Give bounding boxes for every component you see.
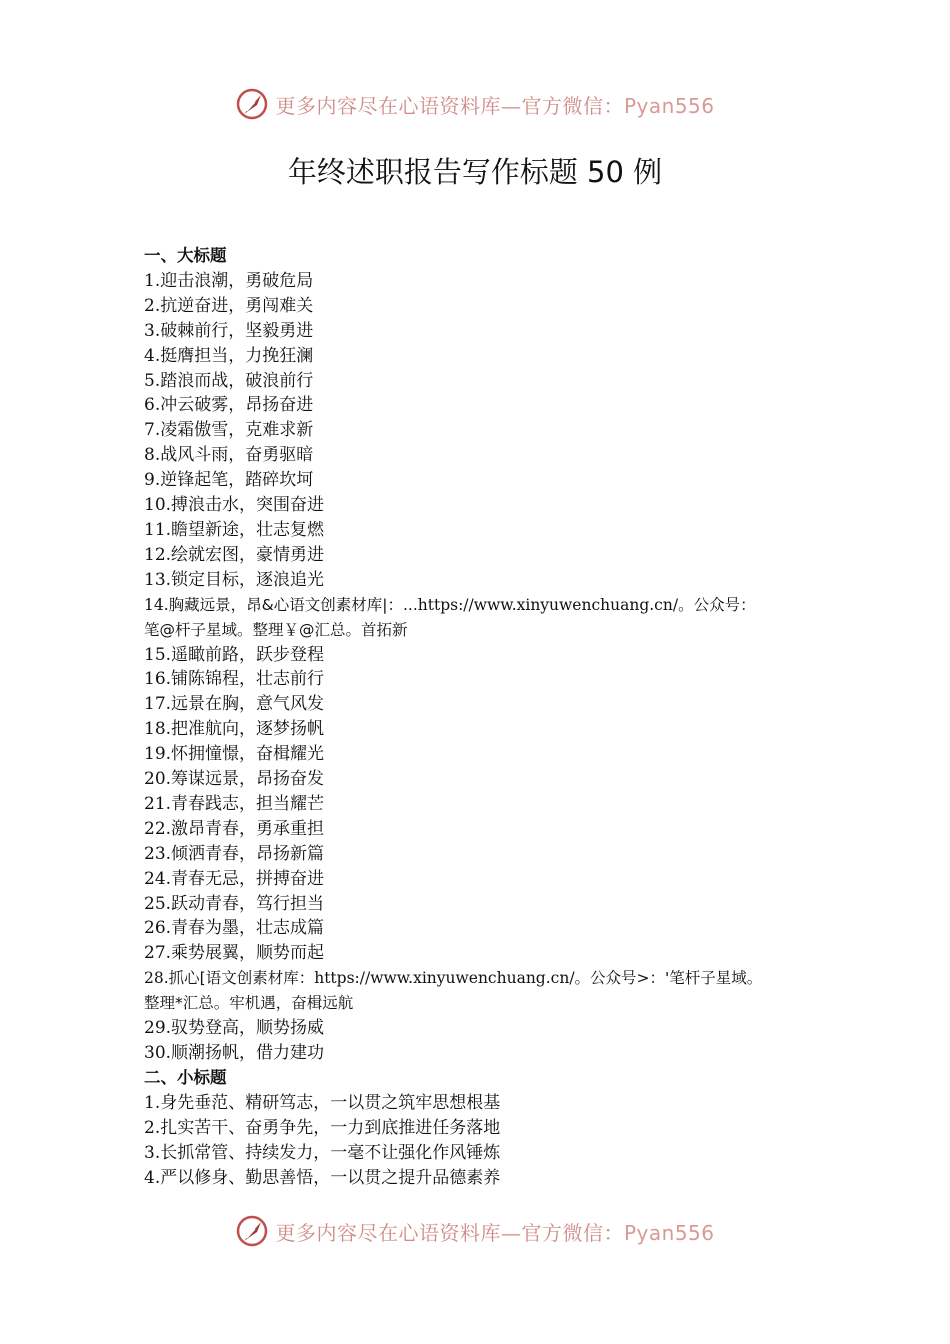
watermark-url: https://www.xinyuwenchuang.cn/ — [314, 969, 575, 988]
list-item: 2.扎实苦干、奋勇争先，一力到底推进任务落地 — [144, 1117, 501, 1138]
list-item: 3.破棘前行，坚毅勇进 — [144, 320, 314, 341]
banner-text: 更多内容尽在心语资料库—官方微信：Pyan556 — [275, 93, 715, 118]
list-item: 2.抗逆奋进，勇闯难关 — [144, 295, 314, 316]
list-item: 21.青春践志，担当耀芒 — [144, 793, 325, 814]
list-item: 7.凌霜傲雪，克难求新 — [144, 420, 314, 441]
section-heading: 二、小标题 — [144, 1067, 227, 1087]
document-body — [144, 244, 844, 1190]
list-item-with-watermark: 14.胸藏远景，昂&心语文创素材库|：...https://www.xinyuwenchuang.cn/。公众号： — [144, 595, 756, 614]
list-item: 24.青春无忌，拼搏奋进 — [144, 868, 325, 889]
list-item: 13.锁定目标，逐浪追光 — [144, 569, 325, 590]
list-item: 4.挺膺担当，力挽狂澜 — [144, 345, 314, 366]
list-item: 4.严以修身、勤思善悟，一以贯之提升品德素养 — [144, 1167, 501, 1188]
list-item: 1.迎击浪潮，勇破危局 — [144, 270, 314, 291]
header-watermark-banner — [0, 84, 950, 124]
list-item: 8.战风斗雨，奋勇驱暗 — [144, 445, 314, 466]
document-title: 年终述职报告写作标题 50 例 — [287, 155, 663, 189]
list-item: 30.顺潮扬帆，借力建功 — [144, 1043, 325, 1063]
list-item: 10.搏浪击水，突围奋进 — [144, 495, 325, 516]
list-item: 12.绘就宏图，豪情勇进 — [144, 544, 325, 565]
list-item: 1.身先垂范、精研笃志，一以贯之筑牢思想根基 — [144, 1092, 501, 1113]
list-item: 19.怀拥憧憬，奋楫耀光 — [144, 744, 325, 765]
list-item: 20.筹谋远景，昂扬奋发 — [144, 769, 325, 790]
watermark-url: https://www.xinyuwenchuang.cn/ — [417, 595, 679, 614]
list-item: 15.遥瞰前路，跃步登程 — [144, 644, 325, 665]
list-item: 27.乘势展翼，顺势而起 — [144, 943, 325, 964]
footer-watermark-banner — [0, 1211, 950, 1251]
list-item: 17.远景在胸，意气风发 — [144, 694, 325, 715]
list-item-continuation: 整理*汇总。牢机遇，奋楫远航 — [144, 994, 354, 1013]
list-item: 3.长抓常管、持续发力，一毫不让强化作风锤炼 — [144, 1142, 501, 1163]
list-item: 25.跃动青春，笃行担当 — [144, 893, 325, 914]
list-item: 18.把准航向，逐梦扬帆 — [144, 719, 325, 740]
list-item: 6.冲云破雾，昂扬奋进 — [144, 395, 314, 416]
quill-logo-icon — [235, 87, 269, 121]
list-item-continuation: 笔@杆子星域。整理￥@汇总。首拓新 — [144, 620, 408, 639]
list-item: 11.瞻望新途，壮志复燃 — [144, 519, 325, 540]
wechat-id: Pyan556 — [623, 93, 715, 118]
list-item: 29.驭势登高，顺势扬威 — [144, 1018, 325, 1039]
list-item: 16.铺陈锦程，壮志前行 — [144, 669, 325, 690]
list-item: 22.激昂青春，勇承重担 — [144, 818, 325, 839]
list-item: 9.逆锋起笔，踏碎坎坷 — [144, 470, 314, 491]
section-heading: 一、大标题 — [144, 246, 227, 265]
wechat-id: Pyan556 — [623, 1220, 715, 1245]
list-item: 23.倾洒青春，昂扬新篇 — [144, 843, 325, 864]
list-item-with-watermark: 28.抓心[语文创素材库：https://www.xinyuwenchuang.cn/。公众号>：'笔杆子星域。 — [144, 969, 763, 988]
list-item: 26.青春为墨，壮志成篇 — [144, 918, 325, 939]
list-item: 5.踏浪而战，破浪前行 — [144, 370, 314, 391]
banner-text: 更多内容尽在心语资料库—官方微信：Pyan556 — [275, 1220, 715, 1245]
quill-logo-icon — [235, 1214, 269, 1248]
